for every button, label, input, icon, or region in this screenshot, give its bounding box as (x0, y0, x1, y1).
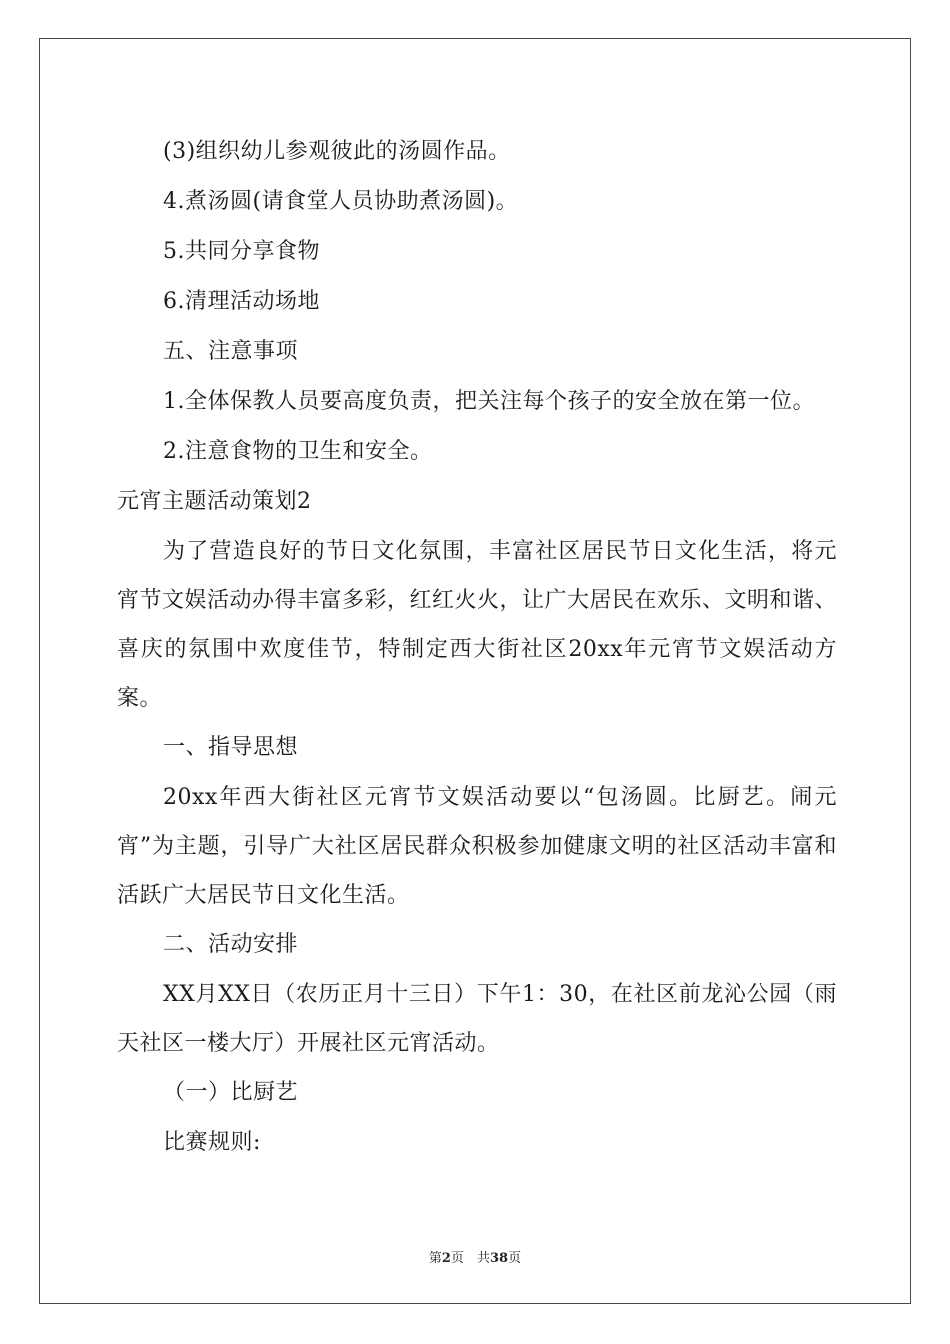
text-line: 6.清理活动场地 (163, 289, 320, 314)
footer-mid: 页 共 (450, 1251, 490, 1266)
total-pages-number: 38 (489, 1251, 509, 1266)
paragraph-guiding-idea: 20xx年西大街社区元宵节文娱活动要以“包汤圆。比厨艺。闹元宵”为主题，引导广大社区居民群众积极参加健康文明的社区活动丰富和活跃广大居民节日文化生活。 (117, 785, 837, 908)
footer-prefix: 第 (428, 1251, 442, 1266)
section-heading: 二、活动安排 (163, 932, 299, 957)
page-footer (0, 1247, 950, 1266)
paragraph-intro: 为了营造良好的节日文化氛围，丰富社区居民节日文化生活，将元宵节文娱活动办得丰富多彩，红红火火，让广大居民在欢乐、文明和谐、喜庆的氛围中欢度佳节，特制定西大街社区20xx年元宵节文娱活动方案。 (117, 539, 838, 711)
section-heading: 五、注意事项 (163, 339, 299, 364)
subsection-heading: （一）比厨艺 (163, 1080, 299, 1105)
document-body (117, 127, 837, 1168)
text-line: 2.注意食物的卫生和安全。 (163, 439, 433, 464)
text-line: 1.全体保教人员要高度负责，把关注每个孩子的安全放在第一位。 (163, 389, 815, 414)
subsection-heading: 比赛规则: (163, 1130, 261, 1155)
paragraph-arrangement: XX月XX日（农历正月十三日）下午1：30，在社区前龙沁公园（雨天社区一楼大厅）开展社区元宵活动。 (117, 982, 837, 1056)
text-line: 4.煮汤圆(请食堂人员协助煮汤圆)。 (163, 189, 519, 214)
current-page-number: 2 (441, 1251, 451, 1266)
footer-suffix: 页 (508, 1251, 522, 1266)
text-line: (3)组织幼儿参观彼此的汤圆作品。 (163, 139, 511, 164)
document-title: 元宵主题活动策划2 (117, 489, 312, 514)
text-line: 5.共同分享食物 (163, 239, 320, 264)
section-heading: 一、指导思想 (163, 735, 299, 760)
